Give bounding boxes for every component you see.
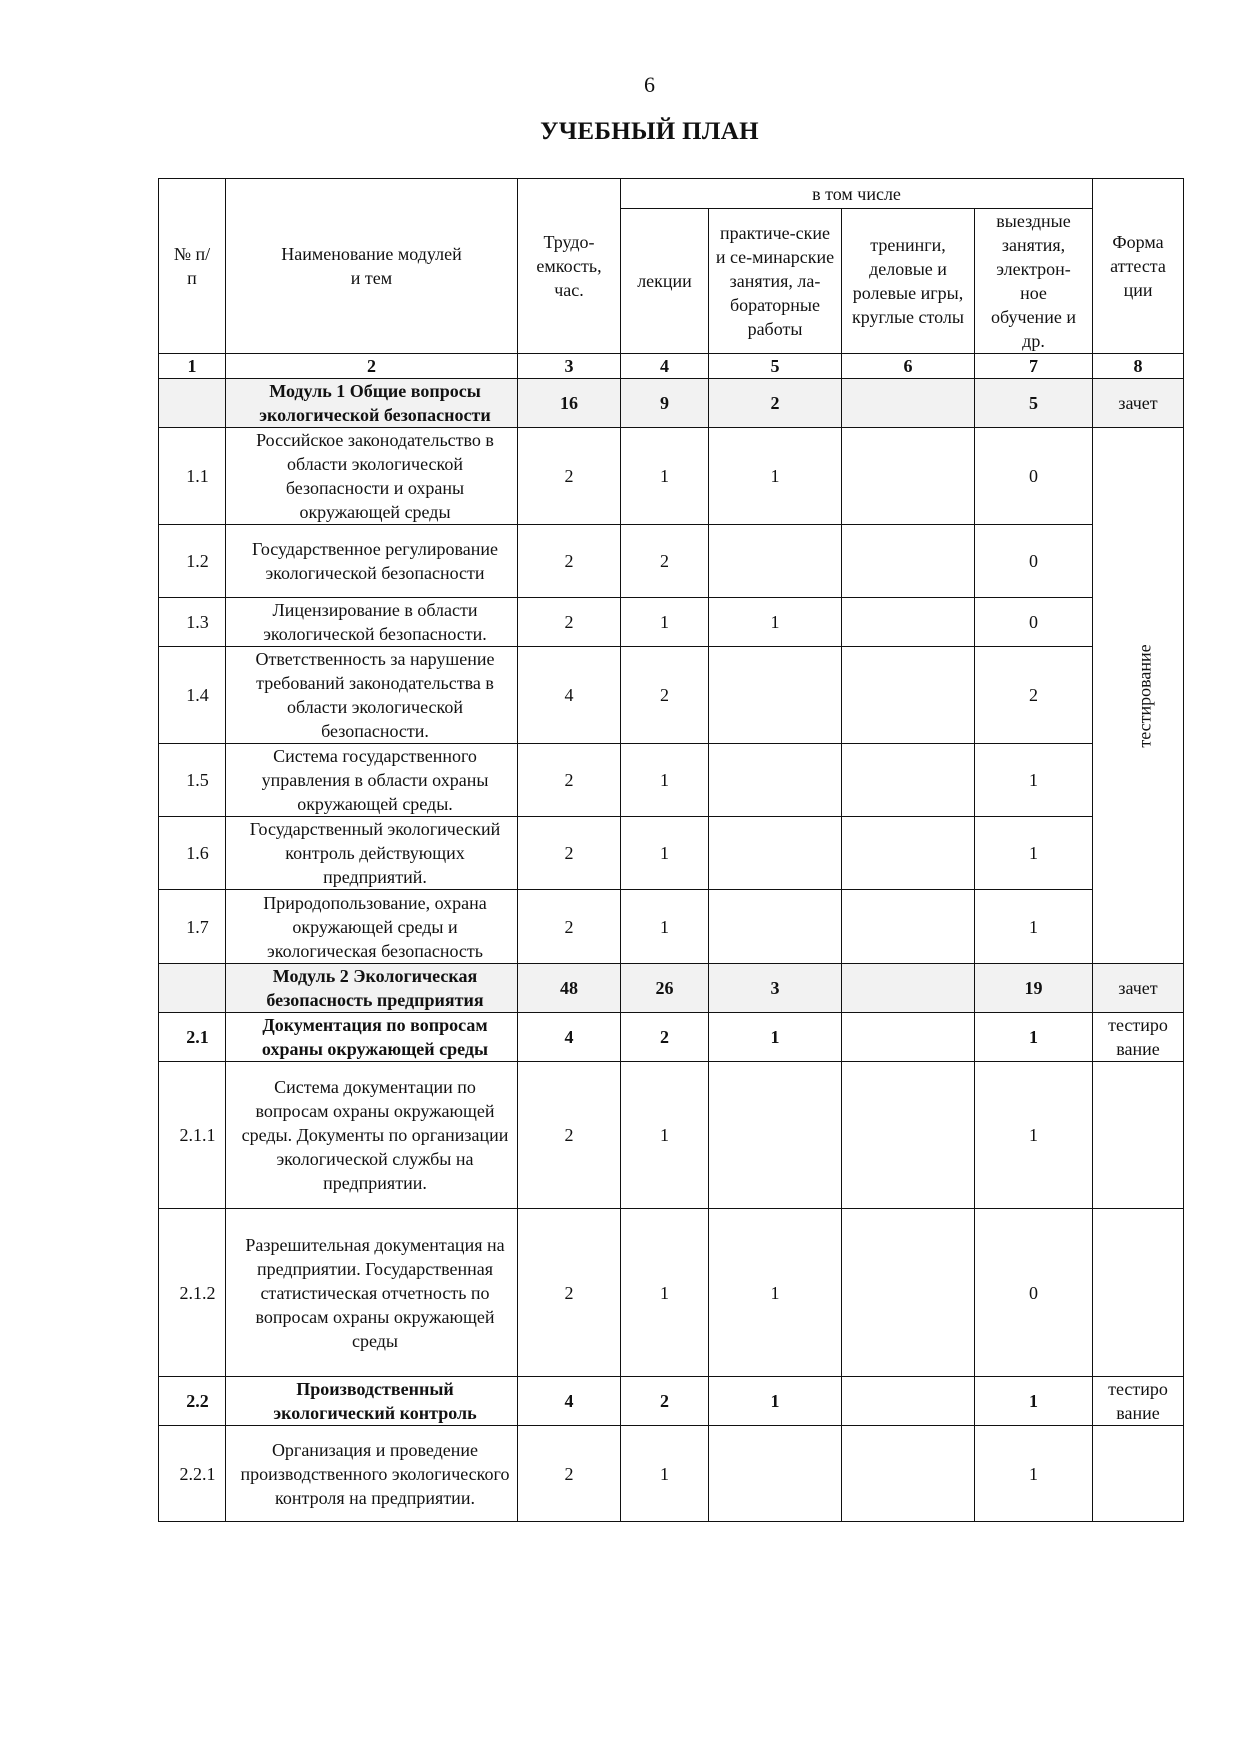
- page-number: 6: [644, 72, 655, 97]
- row-trainings: [842, 379, 975, 428]
- row-lectures: 1: [621, 1209, 709, 1377]
- row-lectures: 9: [621, 379, 709, 428]
- row-practical: 1: [709, 598, 842, 647]
- row-trainings: [842, 428, 975, 525]
- module-row: [159, 379, 1184, 428]
- column-number: 4: [621, 354, 709, 379]
- row-lectures: 1: [621, 598, 709, 647]
- row-num: 2.1.2: [159, 1209, 226, 1377]
- header-lectures: лекции: [621, 209, 709, 354]
- module1-attestation-cell: [1093, 428, 1184, 964]
- row-practical: [709, 744, 842, 817]
- table-row: [159, 744, 1184, 817]
- table-row: [159, 647, 1184, 744]
- row-practical: [709, 647, 842, 744]
- row-hours: 4: [518, 647, 621, 744]
- module1-attestation-rotated: тестирование: [1134, 643, 1155, 748]
- header-num: № п/п: [159, 179, 226, 354]
- row-hours: 2: [518, 428, 621, 525]
- row-hours: 2: [518, 525, 621, 598]
- row-attestation: [1093, 1426, 1184, 1522]
- row-name: Документация по вопросам охраны окружающей среды: [226, 1013, 518, 1062]
- column-number: 3: [518, 354, 621, 379]
- row-name: Разрешительная документация на предприятии. Государственная статистическая отчетность по вопросам охраны окружающей среды: [226, 1209, 518, 1377]
- row-field: 1: [975, 1377, 1093, 1426]
- table-row: [159, 1426, 1184, 1522]
- row-practical: 2: [709, 379, 842, 428]
- row-field: 1: [975, 817, 1093, 890]
- row-practical: 1: [709, 428, 842, 525]
- module-row: [159, 964, 1184, 1013]
- table-row: [159, 428, 1184, 525]
- row-trainings: [842, 890, 975, 964]
- row-name: Государственное регулирование экологической безопасности: [226, 525, 518, 598]
- row-num: [159, 379, 226, 428]
- row-field: 0: [975, 525, 1093, 598]
- column-number: 6: [842, 354, 975, 379]
- row-num: 2.1.1: [159, 1062, 226, 1209]
- table-row: [159, 525, 1184, 598]
- row-lectures: 1: [621, 890, 709, 964]
- row-num: 1.1: [159, 428, 226, 525]
- row-practical: [709, 1062, 842, 1209]
- row-trainings: [842, 647, 975, 744]
- row-num: [159, 964, 226, 1013]
- row-lectures: 26: [621, 964, 709, 1013]
- row-field: 5: [975, 379, 1093, 428]
- column-number: 5: [709, 354, 842, 379]
- row-trainings: [842, 598, 975, 647]
- row-lectures: 1: [621, 744, 709, 817]
- row-num: 2.2.1: [159, 1426, 226, 1522]
- row-practical: 3: [709, 964, 842, 1013]
- row-trainings: [842, 964, 975, 1013]
- row-hours: 2: [518, 744, 621, 817]
- row-hours: 2: [518, 1426, 621, 1522]
- row-attestation: зачет: [1093, 379, 1184, 428]
- row-name: Производственный экологический контроль: [226, 1377, 518, 1426]
- row-hours: 2: [518, 598, 621, 647]
- row-trainings: [842, 1377, 975, 1426]
- header-attestation: Форма аттеста ции: [1093, 179, 1184, 354]
- document-title: УЧЕБНЫЙ ПЛАН: [540, 118, 759, 145]
- row-name: Российское законодательство в области экологической безопасности и охраны окружающей среды: [226, 428, 518, 525]
- row-name: Система документации по вопросам охраны окружающей среды. Документы по организации экологической службы на предприятии.: [226, 1062, 518, 1209]
- row-field: 19: [975, 964, 1093, 1013]
- row-num: 1.7: [159, 890, 226, 964]
- row-attestation: тестиро вание: [1093, 1013, 1184, 1062]
- table-row: [159, 598, 1184, 647]
- table-row: [159, 817, 1184, 890]
- row-field: 2: [975, 647, 1093, 744]
- row-field: 1: [975, 1426, 1093, 1522]
- header-hours: Трудо-емкость, час.: [518, 179, 621, 354]
- row-hours: 2: [518, 890, 621, 964]
- row-attestation: зачет: [1093, 964, 1184, 1013]
- table-row: [159, 1209, 1184, 1377]
- row-name: Организация и проведение производственного экологического контроля на предприятии.: [226, 1426, 518, 1522]
- row-num: 1.2: [159, 525, 226, 598]
- row-name: Модуль 1 Общие вопросы экологической безопасности: [226, 379, 518, 428]
- row-lectures: 1: [621, 1062, 709, 1209]
- column-number: 8: [1093, 354, 1184, 379]
- row-num: 1.6: [159, 817, 226, 890]
- row-practical: [709, 1426, 842, 1522]
- header-field: выездные занятия, электрон-ное обучение и др.: [975, 209, 1093, 354]
- section-row: [159, 1013, 1184, 1062]
- row-hours: 2: [518, 1209, 621, 1377]
- row-field: 1: [975, 890, 1093, 964]
- row-hours: 16: [518, 379, 621, 428]
- row-practical: 1: [709, 1377, 842, 1426]
- row-num: 1.4: [159, 647, 226, 744]
- column-number: 7: [975, 354, 1093, 379]
- header-trainings: тренинги, деловые и ролевые игры, круглые столы: [842, 209, 975, 354]
- row-num: 1.5: [159, 744, 226, 817]
- row-name: Система государственного управления в области охраны окружающей среды.: [226, 744, 518, 817]
- header-name: Наименование модулей и тем: [226, 179, 518, 354]
- section-row: [159, 1377, 1184, 1426]
- row-trainings: [842, 1209, 975, 1377]
- row-practical: 1: [709, 1209, 842, 1377]
- row-lectures: 1: [621, 817, 709, 890]
- row-num: 1.3: [159, 598, 226, 647]
- row-practical: [709, 890, 842, 964]
- row-field: 0: [975, 1209, 1093, 1377]
- row-lectures: 2: [621, 1377, 709, 1426]
- row-hours: 2: [518, 1062, 621, 1209]
- row-name: Лицензирование в области экологической безопасности.: [226, 598, 518, 647]
- row-practical: [709, 525, 842, 598]
- column-number: 2: [226, 354, 518, 379]
- row-hours: 2: [518, 817, 621, 890]
- header-practical: практиче-ские и се-минарские занятия, ла-бораторные работы: [709, 209, 842, 354]
- row-attestation: [1093, 1209, 1184, 1377]
- table-row: [159, 890, 1184, 964]
- row-name: Модуль 2 Экологическая безопасность предприятия: [226, 964, 518, 1013]
- row-name: Государственный экологический контроль действующих предприятий.: [226, 817, 518, 890]
- row-field: 1: [975, 1062, 1093, 1209]
- column-numbers-row: [159, 354, 1184, 379]
- header-including: в том числе: [621, 179, 1093, 209]
- row-trainings: [842, 1013, 975, 1062]
- row-lectures: 2: [621, 525, 709, 598]
- row-hours: 48: [518, 964, 621, 1013]
- row-attestation: [1093, 1062, 1184, 1209]
- row-lectures: 2: [621, 1013, 709, 1062]
- row-lectures: 1: [621, 428, 709, 525]
- row-practical: [709, 817, 842, 890]
- row-trainings: [842, 1426, 975, 1522]
- column-number: 1: [159, 354, 226, 379]
- row-trainings: [842, 1062, 975, 1209]
- row-trainings: [842, 525, 975, 598]
- row-num: 2.2: [159, 1377, 226, 1426]
- row-attestation: тестиро вание: [1093, 1377, 1184, 1426]
- row-num: 2.1: [159, 1013, 226, 1062]
- row-field: 1: [975, 1013, 1093, 1062]
- row-trainings: [842, 744, 975, 817]
- row-name: Природопользование, охрана окружающей среды и экологическая безопасность: [226, 890, 518, 964]
- row-hours: 4: [518, 1377, 621, 1426]
- row-practical: 1: [709, 1013, 842, 1062]
- row-field: 1: [975, 744, 1093, 817]
- row-trainings: [842, 817, 975, 890]
- curriculum-table: [158, 178, 1184, 1522]
- row-lectures: 2: [621, 647, 709, 744]
- row-name: Ответственность за нарушение требований законодательства в области экологической безопасности.: [226, 647, 518, 744]
- table-row: [159, 1062, 1184, 1209]
- row-lectures: 1: [621, 1426, 709, 1522]
- row-hours: 4: [518, 1013, 621, 1062]
- row-field: 0: [975, 428, 1093, 525]
- row-field: 0: [975, 598, 1093, 647]
